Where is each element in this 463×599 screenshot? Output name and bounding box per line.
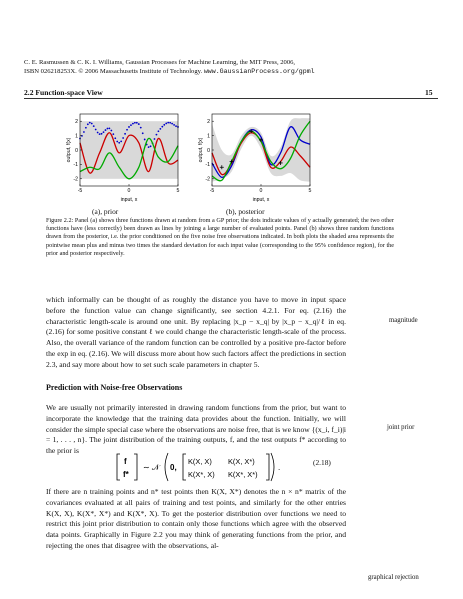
prior-sample-dot	[89, 122, 91, 124]
header-rule	[24, 98, 438, 99]
prior-sample-dot	[110, 130, 112, 132]
prior-sample-dot	[118, 142, 120, 144]
prior-sample-dot	[103, 131, 105, 133]
equation-joint-prior	[116, 452, 346, 482]
eq-k11: K(X, X)	[188, 457, 212, 466]
prior-sample-dot	[91, 123, 93, 125]
body-paragraph-1: which informally can be thought of as roughly the distance you have to move in input space before the function value can change significantly, see section 4.2.1. For eq. (2.16) the characteristic length-scale is around one unit. By replacing |x_p − x_q| by |x_p − x_q|/ℓ in eq. (2.16) for some positive constant ℓ we could change the characteristic length-scale of the process. Also, the overall variance of the random function can be controlled by a positive pre-factor before the exp in eq. (2.16). We will discuss more about how such factors affect the predictions in section 2.3, and say more about how to set such scale parameters in chapter 5.	[46, 295, 346, 369]
prior-sample-dot	[156, 134, 158, 136]
prior-sample-dot	[140, 127, 142, 129]
bracket-lhs-left	[117, 454, 120, 480]
y-tick-label: -1	[205, 162, 210, 169]
prior-sample-dot	[124, 133, 126, 135]
prior-sample-dot	[165, 123, 167, 125]
prior-sample-dot	[173, 124, 175, 126]
prior-sample-dot	[150, 145, 152, 147]
body-paragraph-3: If there are n training points and n* test points then K(X, X*) denotes the n × n* matrix of the covariances evaluated at all pairs of training and test points, and similarly for the other entries K(X, X), K(X*, X*) and K(X*, X). To get the posterior distribution over functions we need to restrict this joint prior distribution to contain only those functions which agree with the observed data points. Graphically in Figure 2.2 you may think of generating functions from the prior, and rejecting the ones that disagree with the observations, al-	[46, 487, 346, 550]
prior-sample-dot	[85, 127, 87, 129]
prior-sample-dot	[142, 132, 144, 134]
bracket-lhs-right	[134, 454, 137, 480]
y-tick-label: 0	[207, 147, 210, 154]
prior-sample-dot	[132, 123, 134, 125]
prior-sample-dot	[114, 137, 116, 139]
eq-f: f	[124, 457, 127, 466]
prior-sample-dot	[120, 140, 122, 142]
panel-caption-prior: (a), prior	[92, 207, 119, 216]
eq-k22: K(X*, X*)	[228, 470, 258, 479]
eq-k12: K(X, X*)	[228, 457, 255, 466]
y-axis-label: output, f(x)	[198, 137, 204, 163]
prior-sample-dot	[130, 124, 132, 126]
prior-sample-dot	[159, 128, 161, 130]
prior-sample-dot	[167, 122, 169, 124]
prior-sample-dot	[112, 133, 114, 135]
margin-note-magnitude: magnitude	[389, 317, 418, 324]
bracket-k-right	[266, 454, 269, 480]
prior-sample-dot	[107, 128, 109, 130]
header-citation-line1: C. E. Rasmussen & C. K. I. Williams, Gaussian Processes for Machine Learning, the MIT Press, 2006,	[24, 59, 296, 66]
prior-sample-dot	[99, 133, 101, 135]
y-tick-label: 2	[207, 119, 210, 125]
x-axis-label: input, x	[252, 197, 270, 203]
header-url-link[interactable]: www.GaussianProcess.org/gpml	[203, 68, 315, 75]
subheading-noise-free: Prediction with Noise-free Observations	[46, 383, 183, 392]
prior-sample-dot	[95, 129, 97, 131]
x-tick-label: 0	[127, 188, 131, 194]
x-axis-label: input, x	[120, 197, 138, 203]
prior-sample-dot	[116, 141, 118, 143]
paren-right	[271, 453, 274, 481]
margin-note-joint-prior: joint prior	[387, 424, 415, 431]
prior-sample-dot	[109, 128, 111, 130]
body-paragraph-2: We are usually not primarily interested in drawing random functions from the prior, but want to incorporate the knowledge that the training data provides about the function. Initially, we will consider the simple special case where the observations are noise free, that is we know {(x_i, f_i)|i = 1, . . . , n}. The joint distribution of the training outputs, f, and the test outputs f* according to the prior is	[46, 403, 346, 456]
page-number: 15	[425, 88, 433, 97]
y-tick-label: 0	[75, 147, 78, 154]
prior-sample-dot	[128, 126, 130, 128]
prior-sample-dot	[144, 139, 146, 141]
x-tick-label: 5	[308, 188, 312, 194]
prior-sample-dot	[158, 130, 160, 132]
bracket-k-left	[183, 454, 186, 480]
eq-mean: 0,	[170, 463, 177, 472]
prior-sample-dot	[138, 123, 140, 125]
prior-sample-dot	[163, 124, 165, 126]
equation-number: (2.18)	[313, 458, 331, 467]
prior-sample-dot	[87, 123, 89, 125]
prior-sample-dot	[175, 125, 177, 127]
margin-note-graphical-rejection: graphical rejection	[368, 574, 419, 581]
chart-panel-posterior	[198, 108, 316, 204]
prior-sample-dot	[148, 146, 150, 148]
prior-sample-dot	[93, 125, 95, 127]
eq-k21: K(X*, X)	[188, 470, 215, 479]
prior-sample-dot	[126, 129, 128, 131]
y-tick-label: -2	[73, 176, 78, 183]
y-tick-label: -2	[205, 176, 210, 183]
prior-sample-dot	[81, 135, 83, 137]
prior-sample-dot	[97, 132, 99, 134]
chart-panel-prior	[66, 108, 184, 204]
paren-left	[165, 453, 168, 481]
y-tick-label: 1	[207, 133, 210, 140]
x-tick-label: -5	[77, 188, 83, 194]
header-isbn: ISBN 026218253X. © 2006 Massachusetts Institute of Technology.	[24, 68, 203, 75]
prior-sample-dot	[169, 122, 171, 124]
y-axis-label: output, f(x)	[66, 137, 72, 163]
y-tick-label: 2	[75, 119, 78, 125]
prior-sample-dot	[136, 122, 138, 124]
prior-sample-dot	[134, 122, 136, 124]
x-tick-label: 5	[176, 188, 180, 194]
y-tick-label: -1	[73, 162, 78, 169]
eq-dist: ∼ 𝒩	[143, 463, 160, 472]
prior-sample-dot	[154, 138, 156, 140]
x-tick-label: -5	[209, 188, 215, 194]
prior-sample-dot	[171, 123, 173, 125]
eq-period: .	[278, 463, 281, 472]
header-citation-line2	[24, 68, 315, 76]
x-tick-label: 0	[259, 188, 263, 194]
prior-sample-dot	[161, 126, 163, 128]
prior-sample-dot	[101, 133, 103, 135]
panel-caption-posterior: (b), posterior	[226, 207, 265, 216]
prior-sample-dot	[105, 129, 107, 131]
section-title: 2.2 Function-space View	[24, 88, 103, 97]
eq-fstar: f*	[123, 470, 129, 479]
prior-sample-dot	[83, 131, 85, 133]
prior-sample-dot	[122, 137, 124, 139]
figure-caption: Figure 2.2: Panel (a) shows three functions drawn at random from a GP prior; the dots indicate values of y actually generated; the two other functions have (less correctly) been drawn as lines by joining a large number of evaluated points. Panel (b) shows three random functions drawn from the posterior, i.e. the prior conditioned on the five noise free observations indicated. In both plots the shaded area represents the pointwise mean plus and minus two times the standard deviation for each input value (corresponding to the 95% confidence region), for the prior and posterior respectively.	[46, 217, 394, 257]
y-tick-label: 1	[75, 133, 78, 140]
